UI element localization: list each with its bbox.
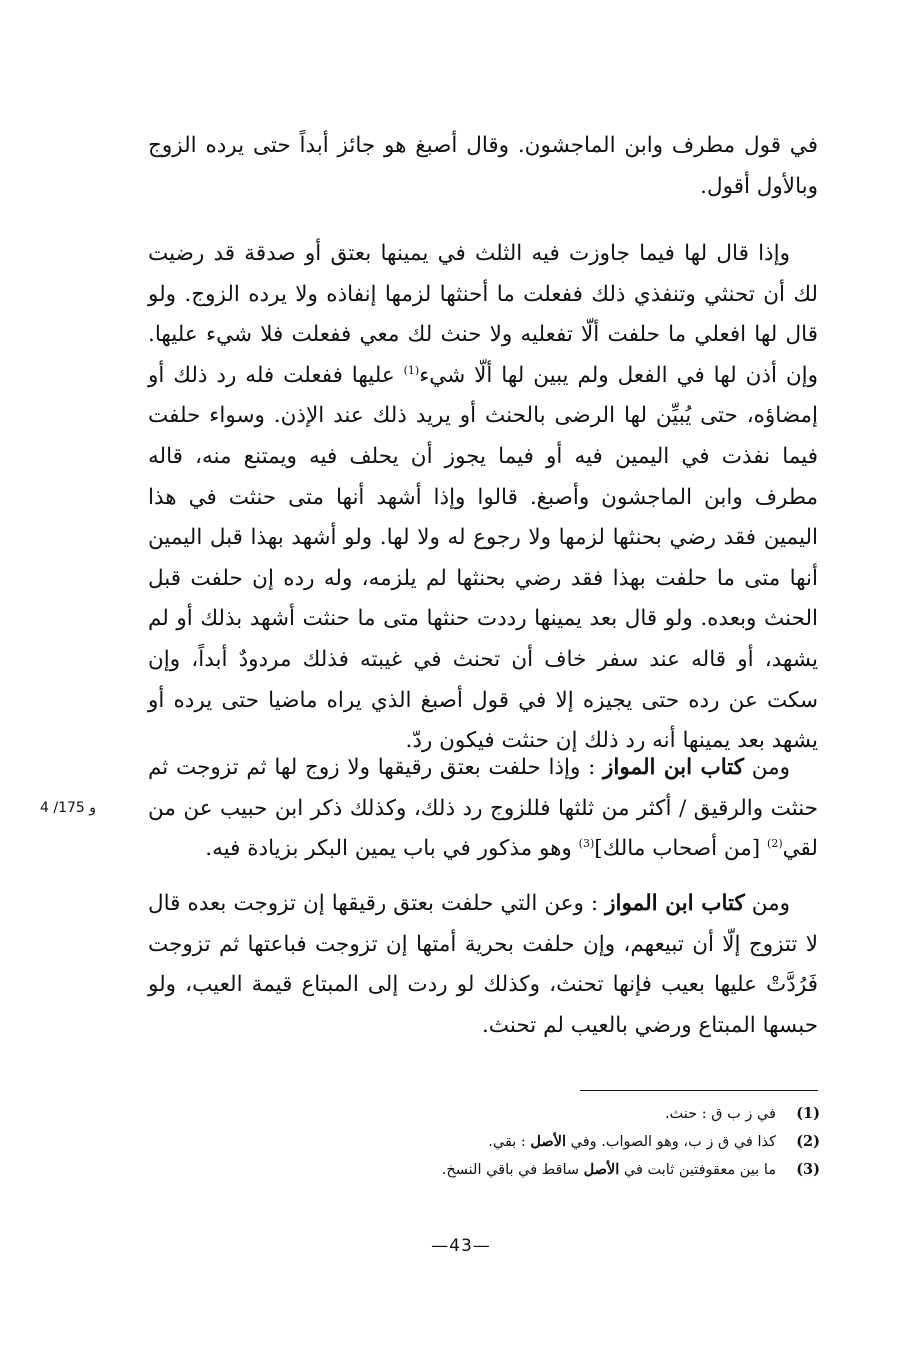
page-number: —43— bbox=[431, 1236, 491, 1256]
paragraph-lead: ومن bbox=[744, 755, 790, 780]
paragraph-text: في قول مطرف وابن الماجشون. وقال أصبغ هو جائز أبداً حتى يرده الزوج وبالأول أقول. bbox=[148, 133, 818, 199]
source-title: كتاب ابن المواز bbox=[603, 755, 745, 780]
paragraph-4 bbox=[148, 884, 818, 1046]
footnote-text-part: ما بين معقوفتين ثابت في bbox=[619, 1162, 776, 1178]
footnote-text-part: : بقي. bbox=[488, 1134, 531, 1150]
paragraph-text: وإذا قال لها فيما جاوزت فيه الثلث في يمينها بعتق أو صدقة قد رضيت لك أن تحنثي وتنفذي ذلك ففعلت ما أحنثها لزمها إنفاذه ولا يرده الزوج. ولو قال لها افعلي ما حلفت ألّا تفعليه ولا حنث لك معي ففعلت فلا شيء عليها. وإن أذن لها في الفعل ولم يبين لها ألّا شيء bbox=[148, 241, 818, 388]
footnote-text bbox=[300, 1100, 776, 1128]
footnote-3 bbox=[300, 1156, 820, 1184]
footnote-number: (1) bbox=[796, 1105, 820, 1122]
paragraph-text: : وعن التي حلفت بعتق رقيقها إن تزوجت بعده قال لا تتزوج إلّا أن تبيعهم، وإن حلفت بحرية أمتها إن تزوجت فباعتها ثم تزوجت فَرُدَّتْ عليها بعيب فإنها تحنث، وكذلك لو ردت إلى المبتاع قيمة العيب، ولو حبسها المبتاع ورضي بالعيب لم تحنث. bbox=[148, 891, 818, 1038]
paragraph-2 bbox=[148, 234, 818, 762]
footnote-source-name: الأصل bbox=[530, 1133, 567, 1150]
paragraph-1 bbox=[148, 126, 818, 207]
manuscript-folio-note: 4 /175 و bbox=[40, 800, 97, 816]
footnote-text bbox=[300, 1128, 776, 1156]
paragraph-3 bbox=[148, 748, 818, 870]
paragraph-text: : وإذا حلفت بعتق رقيقها ولا زوج لها ثم تزوجت ثم حنثت والرقيق / أكثر من ثلثها فللزوج رد ذلك، وكذلك ذكر ابن حبيب عن من لقي bbox=[148, 755, 818, 862]
footnote-source-name: الأصل bbox=[583, 1161, 620, 1178]
footnotes bbox=[300, 1100, 820, 1184]
footnote-text bbox=[300, 1156, 776, 1184]
footnote-text-part: ساقط في باقي النسخ. bbox=[441, 1162, 584, 1178]
paragraph-text: [من أصحاب مالك] bbox=[594, 836, 768, 862]
footnote-number: (2) bbox=[796, 1133, 820, 1150]
footnote-text-part: في ز ب ق : حنث. bbox=[664, 1106, 776, 1122]
footnote-ref-1: (1) bbox=[403, 363, 420, 377]
footnote-ref-3: (3) bbox=[578, 837, 595, 851]
footnote-2 bbox=[300, 1128, 820, 1156]
footnote-number: (3) bbox=[796, 1161, 820, 1178]
paragraph-lead: ومن bbox=[744, 891, 790, 916]
footnote-text-part: كذا في ق ز ب، وهو الصواب. وفي bbox=[566, 1134, 776, 1150]
footnote-ref-2: (2) bbox=[767, 837, 783, 851]
paragraph-text: وهو مذكور في باب يمين البكر بزيادة فيه. bbox=[205, 836, 579, 862]
footnote-1 bbox=[300, 1100, 820, 1128]
paragraph-text: عليها ففعلت فله رد ذلك أو إمضاؤه، حتى يُبيِّن لها الرضى بالحنث أو يريد ذلك عند الإذن. وسواء حلفت فيما نفذت في اليمين فيه أو فيما يجوز أن يحلف فيه ويمتنع منه، قاله مطرف وابن الماجشون وأصبغ. قالوا وإذا أشهد أنها متى حنثت في هذا اليمين فقد رضي بحنثها لزمها ولا رجوع له ولا لها. ولو أشهد بهذا قبل اليمين أنها متى ما حلفت بهذا فقد رضي بحنثها لم يلزمه، وله رده إن حلفت قبل الحنث وبعده. ولو قال بعد يمينها رددت حنثها متى ما حنثت أشهد بذلك أو لم يشهد، أو قاله عند سفر خاف أن تحنث في غيبته فذلك مردودٌ أبداً، وإن سكت عن رده حتى يجيزه إلا في قول أصبغ الذي يراه ماضيا حتى يرده أو يشهد بعد يمينها أنه رد ذلك إن حنثت فيكون ردّ. bbox=[148, 362, 818, 754]
source-title: كتاب ابن المواز bbox=[605, 891, 745, 916]
footnote-divider bbox=[580, 1090, 818, 1091]
